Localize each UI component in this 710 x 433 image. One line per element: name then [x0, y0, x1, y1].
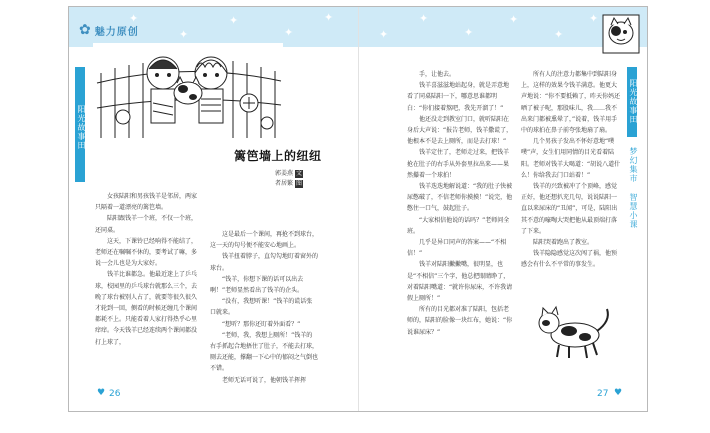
magazine-spread	[68, 6, 648, 412]
page-number-left: 26	[109, 389, 121, 399]
author-credit	[275, 168, 303, 178]
paragraph: 女孩陆阳和男孩钱羊是邻居，两家只隔着一道漂亮的篱笆墙。	[95, 193, 198, 212]
paragraph: “想听？那你还盯着外面看？”	[222, 320, 301, 328]
walking-cat-icon	[537, 303, 615, 361]
paragraph: 陆阳哭着跑出了教室。	[533, 239, 594, 247]
paragraph: 他还没走到教室门口，就听陆阳在身后大声说：“报告老师，钱羊撒谎了，他根本不是去上厕所，而是去打球！”	[407, 115, 513, 146]
paragraph: 钱羊定住了，老师走过来，把钱羊抢在肚子的右手从外套里拉出来——果然攥着一个球拍！	[407, 149, 510, 179]
paragraph: 几个男孩子发出不怀好意地“噗噗”声，女生们用同情的目光看着陆阳。老师对钱羊大喝道：“胡说八道什么！你给我去门口站着！”	[521, 138, 621, 179]
right-section-label-top: 阳光故事田	[629, 79, 638, 124]
article-title: 篱笆墙上的纽纽	[234, 149, 322, 163]
paragraph: 所有人的注意力都集中到陆阳身上，这样的效果令钱羊满意。他更大声地说：“你不要抵赖了，昨天你妈还晒了被子呢，那股味儿，我……我不出来门都被熏晕了，”说着，钱羊用手中的球拍在鼻子前夸张地扇了扇。	[521, 71, 621, 135]
left-section-label: 阳光故事田	[77, 105, 86, 150]
brand-name: 魅力原创	[94, 26, 139, 38]
paragraph: 钱羊迭迭地解说道：“我的肚子快被尿憋破了，不信老师你摸摸！”说完，他憋住一口气，鼓起肚子。	[407, 183, 513, 213]
paragraph: 手，让他去。	[419, 71, 456, 78]
paragraph: “大家相信他说的话吗？”老师问全班。	[407, 216, 510, 235]
author-name: 郭姜燕	[275, 170, 294, 177]
author-tag: 文	[296, 170, 303, 177]
illustrator-tag: 图	[296, 180, 303, 187]
paragraph: 所有的目光都对准了陆阳，包括老师的，陆阳的脸像一块红布，她说：“你说谁尿床？”	[407, 306, 513, 336]
corner-cat-icon	[599, 9, 643, 57]
paragraph: 钱羊对陆阳撇撇嘴，很明显，也是“不相信”三个字，他总把眼睛睁了，对着陆阳嘴道：“就许你尿床，不许我请假上厕所！”	[407, 261, 513, 303]
heart-icon: ♥	[97, 388, 106, 398]
paragraph: 这是最后一个课间，再抢不到球台，这一天的句号便不能安心地画上。	[210, 231, 319, 250]
flower-icon: ✿	[79, 22, 91, 38]
story-illustration	[93, 43, 283, 145]
right-section-label-bottom: 智慧小课	[629, 193, 638, 229]
page-gutter	[358, 7, 359, 411]
text-column-4	[521, 69, 621, 271]
text-column-1	[95, 191, 201, 348]
paragraph: “钱羊，你想下课的话可以出去啊！”老师显然看出了钱羊的企头。	[210, 275, 304, 295]
page-number-right: 27	[597, 389, 609, 399]
illustrator-credit	[275, 178, 303, 188]
paragraph: “没有，我想听课！”钱羊的谎话张口就来。	[210, 298, 313, 317]
paragraph: 钱羊的兴致被冲了个顶峰，感觉正好，他还想扒充几句，说说陆阳一直以来尿床的“丑闻”，可是，陆阳出其不意的嚎啕大哭把他从最顶端打落了下来。	[521, 183, 618, 235]
paragraph: 钱羊比谁都急。他最近迷上了乒乓球，校园里的乒乓球台就那么三个，去晚了球台被别人占了，就要等很久很久才轮到一回，侧看的时候还缠几个课间都耗不上。只能看着人家打得热乎心里痒痒。今天钱羊已经连续两个课间都没打上球了，	[95, 271, 198, 346]
right-section-label-mid: 梦幻集市	[629, 147, 638, 183]
paragraph: 钱羊喜滋滋地站起身，就是弄意地看了同桌陆阳一下，哪意思谁都明白：“你们接着熬吧，我先开溜了！”	[407, 82, 510, 112]
paragraph: 这天，下课铃已经响得不能结了，老师还在嘱嘱不休的，要考试了嘛，多说一会儿也是为大家好。	[95, 237, 198, 268]
paragraph: 几乎是异口同声的答案——“不相信！”	[407, 239, 507, 258]
illustrator-name: 者居繁	[275, 180, 294, 187]
section-brand	[79, 22, 139, 38]
text-column-3	[407, 69, 513, 338]
paragraph: 老师无话可说了，他朝钱羊挥挥	[222, 376, 307, 384]
paragraph: 陆阳跟钱羊一个班，不仅一个班，还同桌。	[95, 215, 198, 234]
paragraph: “老师，我，我想上厕所！”钱羊的右手抓起合地捂住了肚子，不能去打球，厕去还能，撑翻一下心中的郁闷之气倒也不错。	[210, 331, 319, 373]
paragraph: 钱羊扭着脖子，直勾勾地盯着窗外的球台。	[210, 253, 319, 272]
heart-icon: ♥	[614, 388, 623, 398]
text-column-2	[210, 229, 318, 386]
paragraph: 钱羊隐隐感觉这次闯了祸，他预感会有什么不平常的事发生。	[521, 250, 618, 269]
header-band: ✦ ✦ ✦ ✦ ✦ ✦ ✦ ✦ ✦ ✦ ✦	[69, 7, 647, 47]
